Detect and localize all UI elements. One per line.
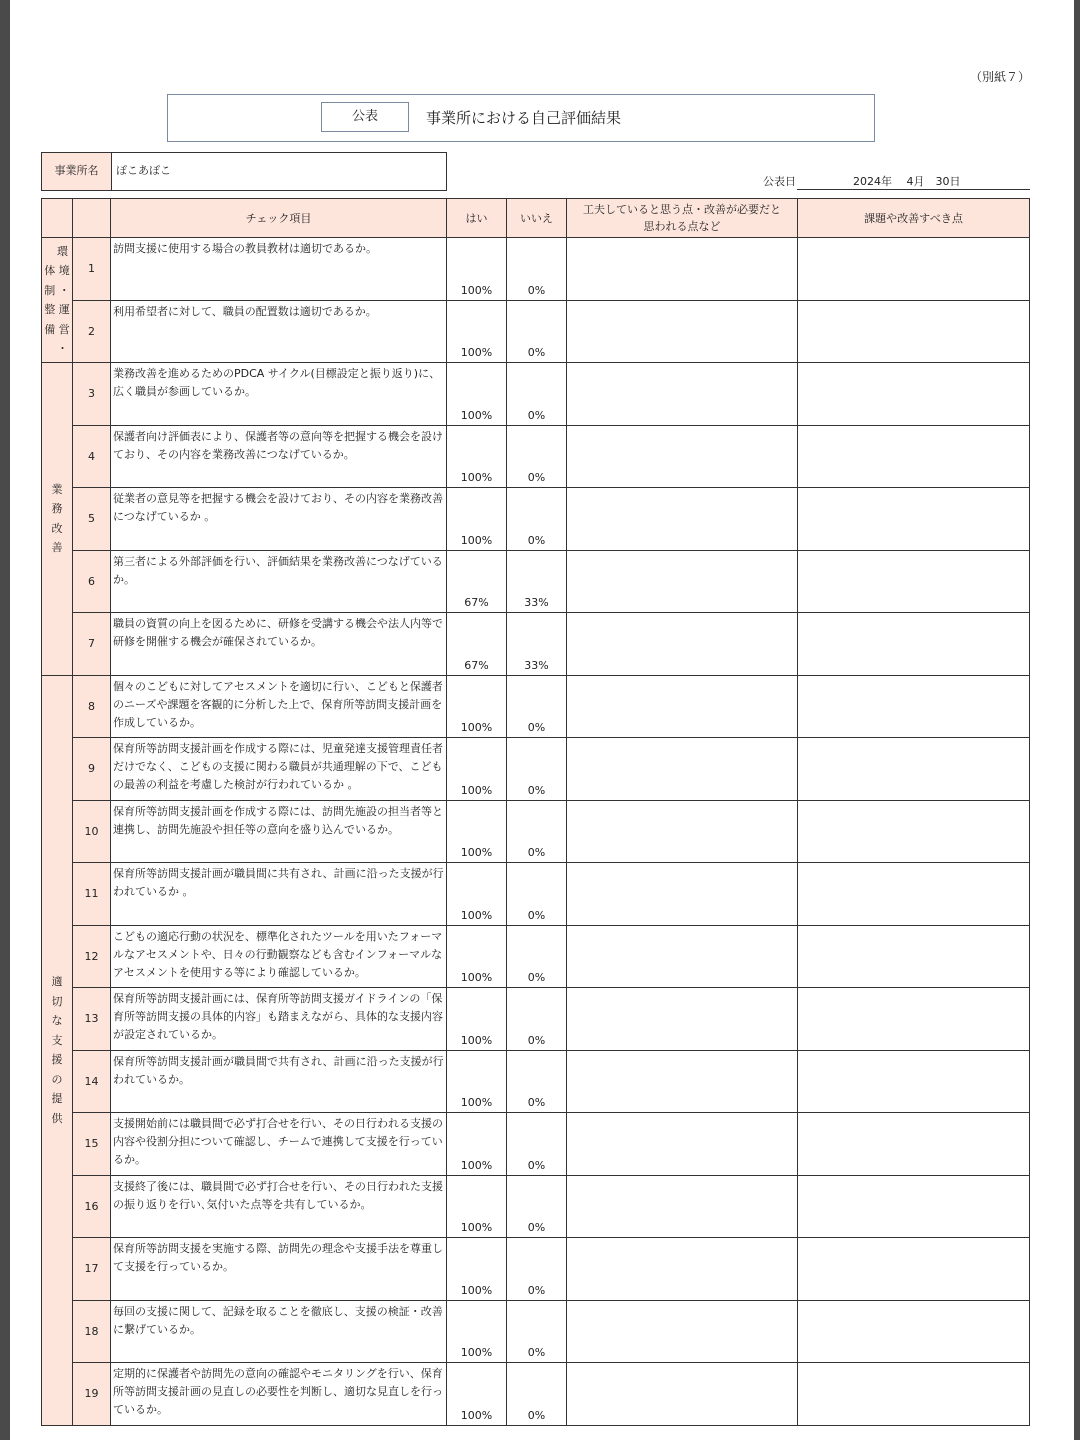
ingenuity-cell[interactable] xyxy=(567,425,798,488)
check-item-text: 業務改善を進めるためのPDCA サイクル(目標設定と振り返り)に、広く職員が参画しているか。 xyxy=(111,363,447,426)
table-row xyxy=(42,1175,1030,1238)
check-item-text: 保育所等訪問支援計画が職員間に共有され、計画に沿った支援が行われているか 。 xyxy=(111,863,447,926)
category-label: 環 体 境 制 ・ 整 運 備 営 ・ xyxy=(44,244,70,355)
header-ingenuity: 工夫していると思う点・改善が必要だと思われる点など xyxy=(567,199,798,238)
no-percentage: 0% xyxy=(507,675,567,738)
no-percentage: 0% xyxy=(507,300,567,363)
issues-cell[interactable] xyxy=(798,238,1030,301)
issues-cell[interactable] xyxy=(798,363,1030,426)
check-item-text: 定期的に保護者や訪問先の意向の確認やモニタリングを行い、保育所等訪問支援計画の見直しの必要性を判断し、適切な見直しを行っているか。 xyxy=(111,1363,447,1426)
table-row xyxy=(42,550,1030,613)
ingenuity-cell[interactable] xyxy=(567,800,798,863)
check-item-text: 利用希望者に対して、職員の配置数は適切であるか。 xyxy=(111,300,447,363)
viewer-left-edge xyxy=(0,0,10,1440)
ingenuity-cell[interactable] xyxy=(567,1175,798,1238)
issues-cell[interactable] xyxy=(798,1363,1030,1426)
category-label: 適 切 な 支 援 の 提 供 xyxy=(51,975,63,1125)
no-percentage: 33% xyxy=(507,550,567,613)
row-number: 5 xyxy=(73,488,111,551)
office-label: 事業所名 xyxy=(42,153,112,190)
yes-percentage: 100% xyxy=(447,988,507,1051)
row-number: 12 xyxy=(73,925,111,988)
no-percentage: 0% xyxy=(507,238,567,301)
category-cell xyxy=(42,675,73,1425)
yes-percentage: 100% xyxy=(447,425,507,488)
category-cell xyxy=(42,238,73,363)
form-id: （別紙７） xyxy=(969,70,1030,84)
no-percentage: 0% xyxy=(507,1050,567,1113)
row-number: 16 xyxy=(73,1175,111,1238)
table-row xyxy=(42,675,1030,738)
header-issues: 課題や改善すべき点 xyxy=(798,199,1030,238)
check-item-text: 個々のこどもに対してアセスメントを適切に行い、こどもと保護者のニーズや課題を客観的に分析した上で、保育所等訪問支援計画を作成しているか。 xyxy=(111,675,447,738)
public-tag: 公表 xyxy=(321,102,409,132)
yes-percentage: 100% xyxy=(447,675,507,738)
table-row xyxy=(42,1300,1030,1363)
yes-percentage: 100% xyxy=(447,1363,507,1426)
title-box xyxy=(167,94,875,142)
check-item-text: 支援開始前には職員間で必ず打合せを行い、その日行われる支援の内容や役割分担について確認し、チームで連携して支援を行っているか。 xyxy=(111,1113,447,1176)
issues-cell[interactable] xyxy=(798,300,1030,363)
row-number: 19 xyxy=(73,1363,111,1426)
issues-cell[interactable] xyxy=(798,988,1030,1051)
no-percentage: 0% xyxy=(507,363,567,426)
viewer-right-edge xyxy=(1074,0,1080,1440)
check-item-text: 保育所等訪問支援計画が職員間で共有され、計画に沿った支援が行われているか。 xyxy=(111,1050,447,1113)
ingenuity-cell[interactable] xyxy=(567,925,798,988)
issues-cell[interactable] xyxy=(798,550,1030,613)
publication-label: 公表日 xyxy=(763,175,796,188)
table-row xyxy=(42,1363,1030,1426)
ingenuity-cell[interactable] xyxy=(567,675,798,738)
check-item-text: 保育所等訪問支援計画を作成する際には、訪問先施設の担当者等と連携し、訪問先施設や担任等の意向を盛り込んでいるか。 xyxy=(111,800,447,863)
row-number: 1 xyxy=(73,238,111,301)
no-percentage: 0% xyxy=(507,863,567,926)
row-number: 3 xyxy=(73,363,111,426)
yes-percentage: 67% xyxy=(447,613,507,676)
check-item-text: 保護者向け評価表により、保護者等の意向等を把握する機会を設けており、その内容を業務改善につなげているか。 xyxy=(111,425,447,488)
issues-cell[interactable] xyxy=(798,1300,1030,1363)
row-number: 18 xyxy=(73,1300,111,1363)
yes-percentage: 100% xyxy=(447,738,507,801)
yes-percentage: 100% xyxy=(447,363,507,426)
header-category xyxy=(42,199,73,238)
publication-underline xyxy=(797,189,1030,190)
yes-percentage: 67% xyxy=(447,550,507,613)
no-percentage: 0% xyxy=(507,1363,567,1426)
ingenuity-cell[interactable] xyxy=(567,488,798,551)
issues-cell[interactable] xyxy=(798,1113,1030,1176)
category-label: 業 務 改 善 xyxy=(51,482,63,555)
yes-percentage: 100% xyxy=(447,800,507,863)
check-item-text: 第三者による外部評価を行い、評価結果を業務改善につなげているか。 xyxy=(111,550,447,613)
row-number: 9 xyxy=(73,738,111,801)
no-percentage: 0% xyxy=(507,1175,567,1238)
check-item-text: 支援終了後には、職員間で必ず打合せを行い、その日行われた支援の振り返りを行い､気付いた点等を共有しているか。 xyxy=(111,1175,447,1238)
no-percentage: 0% xyxy=(507,738,567,801)
issues-cell[interactable] xyxy=(798,925,1030,988)
row-number: 10 xyxy=(73,800,111,863)
table-row xyxy=(42,613,1030,676)
ingenuity-cell[interactable] xyxy=(567,1050,798,1113)
row-number: 6 xyxy=(73,550,111,613)
ingenuity-cell[interactable] xyxy=(567,238,798,301)
check-item-text: 従業者の意見等を把握する機会を設けており、その内容を業務改善につなげているか 。 xyxy=(111,488,447,551)
no-percentage: 0% xyxy=(507,925,567,988)
check-item-text: 保育所等訪問支援計画には、保育所等訪問支援ガイドラインの「保育所等訪問支援の具体的内容」も踏まえながら、具体的な支援内容が設定されているか。 xyxy=(111,988,447,1051)
yes-percentage: 100% xyxy=(447,1113,507,1176)
table-row xyxy=(42,1050,1030,1113)
table-row xyxy=(42,488,1030,551)
check-item-text: 職員の資質の向上を図るために、研修を受講する機会や法人内等で研修を開催する機会が確保されているか。 xyxy=(111,613,447,676)
ingenuity-cell[interactable] xyxy=(567,1363,798,1426)
row-number: 2 xyxy=(73,300,111,363)
yes-percentage: 100% xyxy=(447,925,507,988)
header-number xyxy=(73,199,111,238)
evaluation-table xyxy=(41,198,1030,1426)
page-title: 事業所における自己評価結果 xyxy=(426,109,622,127)
table-row xyxy=(42,425,1030,488)
issues-cell[interactable] xyxy=(798,425,1030,488)
yes-percentage: 100% xyxy=(447,488,507,551)
table-row xyxy=(42,1238,1030,1301)
issues-cell[interactable] xyxy=(798,613,1030,676)
table-row xyxy=(42,863,1030,926)
check-item-text: 訪問支援に使用する場合の教員教材は適切であるか。 xyxy=(111,238,447,301)
yes-percentage: 100% xyxy=(447,863,507,926)
publication-date xyxy=(763,173,961,189)
yes-percentage: 100% xyxy=(447,1238,507,1301)
table-body xyxy=(42,238,1030,1426)
issues-cell[interactable] xyxy=(798,488,1030,551)
table-row xyxy=(42,925,1030,988)
check-item-text: 保育所等訪問支援を実施する際、訪問先の理念や支援手法を尊重して支援を行っているか。 xyxy=(111,1238,447,1301)
issues-cell[interactable] xyxy=(798,738,1030,801)
table-row xyxy=(42,1113,1030,1176)
yes-percentage: 100% xyxy=(447,1175,507,1238)
no-percentage: 0% xyxy=(507,1238,567,1301)
table-row xyxy=(42,800,1030,863)
no-percentage: 0% xyxy=(507,1113,567,1176)
publication-date-value: 2024年 4月 30日 xyxy=(853,175,961,188)
row-number: 11 xyxy=(73,863,111,926)
office-box xyxy=(41,152,447,191)
ingenuity-cell[interactable] xyxy=(567,988,798,1051)
row-number: 15 xyxy=(73,1113,111,1176)
ingenuity-cell[interactable] xyxy=(567,550,798,613)
ingenuity-cell[interactable] xyxy=(567,738,798,801)
check-item-text: こどもの適応行動の状況を、標準化されたツールを用いたフォーマルなアセスメントや、日々の行動観察なども含むインフォーマルなアセスメントを使用する等により確認しているか。 xyxy=(111,925,447,988)
category-cell xyxy=(42,363,73,676)
table-header-row xyxy=(42,199,1030,238)
yes-percentage: 100% xyxy=(447,1300,507,1363)
row-number: 8 xyxy=(73,675,111,738)
row-number: 7 xyxy=(73,613,111,676)
ingenuity-cell[interactable] xyxy=(567,363,798,426)
table-row xyxy=(42,988,1030,1051)
row-number: 13 xyxy=(73,988,111,1051)
row-number: 17 xyxy=(73,1238,111,1301)
header-no: いいえ xyxy=(507,199,567,238)
table-row xyxy=(42,300,1030,363)
row-number: 14 xyxy=(73,1050,111,1113)
check-item-text: 毎回の支援に関して、記録を取ることを徹底し、支援の検証・改善に繋げているか。 xyxy=(111,1300,447,1363)
no-percentage: 0% xyxy=(507,425,567,488)
check-item-text: 保育所等訪問支援計画を作成する際には、児童発達支援管理責任者だけでなく、こどもの支援に関わる職員が共通理解の下で、こどもの最善の利益を考慮した検討が行われているか 。 xyxy=(111,738,447,801)
yes-percentage: 100% xyxy=(447,1050,507,1113)
ingenuity-cell[interactable] xyxy=(567,1300,798,1363)
ingenuity-cell[interactable] xyxy=(567,1113,798,1176)
yes-percentage: 100% xyxy=(447,300,507,363)
no-percentage: 0% xyxy=(507,1300,567,1363)
issues-cell[interactable] xyxy=(798,1238,1030,1301)
issues-cell[interactable] xyxy=(798,675,1030,738)
issues-cell[interactable] xyxy=(798,1050,1030,1113)
row-number: 4 xyxy=(73,425,111,488)
table-row xyxy=(42,738,1030,801)
office-name: ぽこあぽこ xyxy=(116,164,171,177)
table-row xyxy=(42,238,1030,301)
ingenuity-cell[interactable] xyxy=(567,613,798,676)
no-percentage: 0% xyxy=(507,988,567,1051)
issues-cell[interactable] xyxy=(798,1175,1030,1238)
ingenuity-cell[interactable] xyxy=(567,300,798,363)
issues-cell[interactable] xyxy=(798,800,1030,863)
ingenuity-cell[interactable] xyxy=(567,1238,798,1301)
ingenuity-cell[interactable] xyxy=(567,863,798,926)
no-percentage: 0% xyxy=(507,800,567,863)
header-yes: はい xyxy=(447,199,507,238)
header-check-item: チェック項目 xyxy=(111,199,447,238)
no-percentage: 0% xyxy=(507,488,567,551)
no-percentage: 33% xyxy=(507,613,567,676)
issues-cell[interactable] xyxy=(798,863,1030,926)
table-row xyxy=(42,363,1030,426)
yes-percentage: 100% xyxy=(447,238,507,301)
